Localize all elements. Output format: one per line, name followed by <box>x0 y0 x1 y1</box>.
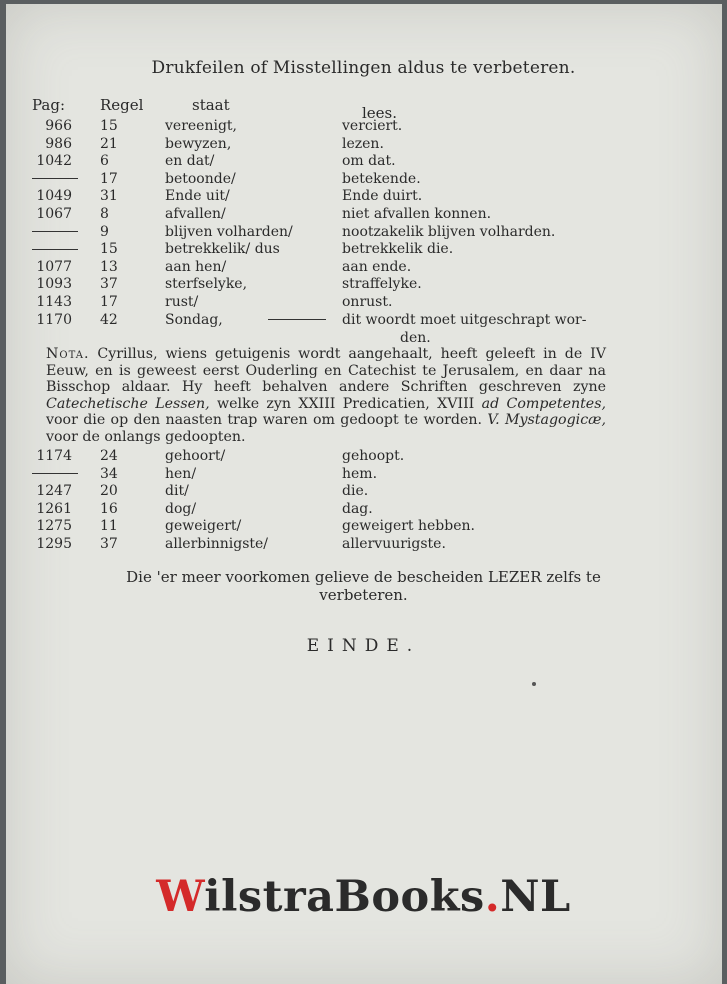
errata-regel: 16 <box>100 500 118 517</box>
watermark-mid: ilstraBooks <box>204 872 485 922</box>
errata-pag: 1295 <box>36 536 72 552</box>
watermark-w: W <box>156 872 205 922</box>
errata-lees: aan ende. <box>342 258 412 275</box>
nota-label: Nota. <box>46 346 90 362</box>
errata-lees: lezen. <box>342 135 384 152</box>
errata-staat: sterfselyke, <box>165 276 248 293</box>
errata-regel: 13 <box>100 258 118 275</box>
errata-row <box>0 224 727 242</box>
col-head-staat: staat <box>192 96 230 114</box>
closing-line-2: verbeteren. <box>319 586 408 604</box>
watermark-nl: NL <box>500 872 571 922</box>
errata-row <box>0 276 727 294</box>
errata-row <box>0 171 727 189</box>
nota-italic-3: V. Mystagogicæ, <box>487 412 606 428</box>
errata-row <box>0 241 727 259</box>
ditto-dash <box>32 249 78 250</box>
errata-lees: die. <box>342 483 369 500</box>
errata-regel: 21 <box>100 135 118 152</box>
errata-regel: 15 <box>100 118 118 134</box>
errata-pag: 1093 <box>36 276 72 293</box>
errata-staat: rust/ <box>165 294 199 310</box>
errata-row <box>0 448 727 466</box>
errata-regel: 24 <box>100 448 118 464</box>
errata-lees: hem. <box>342 465 378 482</box>
errata-pag: 986 <box>45 135 72 152</box>
errata-lees: dit woordt moet uitgeschrapt wor- <box>342 311 587 328</box>
errata-pag <box>32 466 72 482</box>
errata-regel: 8 <box>100 206 109 222</box>
errata-staat: gehoort/ <box>165 448 226 464</box>
errata-regel: 34 <box>100 465 118 482</box>
errata-lees: betrekkelik die. <box>342 241 454 258</box>
errata-regel: 42 <box>100 311 118 328</box>
continuation-text: den. <box>400 330 431 346</box>
errata-row <box>0 536 727 554</box>
errata-lees: geweigert hebben. <box>342 518 475 535</box>
errata-lees: allervuurigste. <box>342 536 446 552</box>
errata-staat: geweigert/ <box>165 518 242 535</box>
errata-staat: Ende uit/ <box>165 188 230 205</box>
errata-pag: 1143 <box>36 294 72 310</box>
errata-pag: 966 <box>45 118 72 134</box>
errata-regel: 15 <box>100 241 118 258</box>
ditto-dash <box>32 473 78 474</box>
col-head-regel: Regel <box>100 96 144 114</box>
errata-staat: allerbinnigste/ <box>165 536 269 552</box>
errata-row <box>0 518 727 536</box>
errata-lees: Ende duirt. <box>342 188 423 205</box>
errata-row <box>0 259 727 277</box>
page-title: Drukfeilen of Misstellingen aldus te verbeteren. <box>151 58 576 78</box>
errata-staat: betoonde/ <box>165 170 236 187</box>
errata-lees: om dat. <box>342 153 396 170</box>
nota-paragraph <box>46 346 606 445</box>
errata-row <box>0 153 727 171</box>
errata-pag <box>32 224 72 240</box>
errata-staat: dit/ <box>165 483 189 500</box>
errata-pag: 1049 <box>36 188 72 205</box>
errata-staat: hen/ <box>165 465 197 482</box>
nota-text-2: welke zyn XXIII Predicatien, XVIII <box>217 395 475 412</box>
errata-lees: gehoopt. <box>342 448 405 464</box>
errata-row <box>0 294 727 312</box>
errata-row <box>0 136 727 154</box>
errata-regel: 9 <box>100 223 109 240</box>
errata-lees: betekende. <box>342 170 421 187</box>
errata-lees: onrust. <box>342 294 393 310</box>
watermark-dot: . <box>484 872 501 922</box>
errata-row <box>0 118 727 136</box>
errata-pag: 1067 <box>36 206 72 222</box>
ink-speck <box>532 682 536 686</box>
errata-staat: betrekkelik/ dus <box>165 241 280 258</box>
ditto-dash <box>32 231 78 232</box>
errata-pag <box>32 241 72 257</box>
errata-lees: dag. <box>342 500 373 517</box>
errata-pag: 1247 <box>36 483 72 500</box>
errata-regel: 31 <box>100 188 118 205</box>
errata-row <box>0 483 727 501</box>
errata-lees: straffelyke. <box>342 276 422 293</box>
errata-lees: nootzakelik blijven volharden. <box>342 223 556 240</box>
closing-line-1: Die 'er meer voorkomen gelieve de bescheiden LEZER zelfs te <box>126 568 601 586</box>
errata-row <box>0 466 727 484</box>
nota-text-1: Cyrillus, wiens getuigenis wordt aangehaalt, heeft geleeft in de IV Eeuw, en is geweest eerst Ouderling en Catechist te Jerusalem, en daar na Bisschop aldaar. Hy heeft behalven andere Schriften geschreven zyne <box>46 346 606 395</box>
errata-row <box>0 312 727 330</box>
errata-row <box>0 188 727 206</box>
nota-text-4: voor de onlangs gedoopten. <box>46 428 246 445</box>
errata-regel: 11 <box>100 518 118 535</box>
errata-regel: 37 <box>100 276 118 293</box>
errata-staat: en dat/ <box>165 153 215 170</box>
errata-pag: 1042 <box>36 153 72 170</box>
errata-pag: 1261 <box>36 500 72 517</box>
closing-note <box>0 568 727 604</box>
errata-pag: 1174 <box>36 448 72 464</box>
col-head-pag: Pag: <box>32 96 66 114</box>
errata-regel: 37 <box>100 536 118 552</box>
errata-staat: dog/ <box>165 500 197 517</box>
errata-staat: vereenigt, <box>165 118 237 134</box>
errata-pag <box>32 171 72 187</box>
watermark-logo <box>0 872 727 922</box>
ditto-dash <box>32 178 78 179</box>
nota-text-3: voor die op den naasten trap waren om gedoopt te worden. <box>46 412 483 428</box>
errata-lees: niet afvallen konnen. <box>342 206 492 222</box>
errata-pag: 1170 <box>36 311 72 328</box>
einde-text: EINDE. <box>306 636 421 656</box>
nota-italic-1: Catechetische Lessen, <box>46 395 210 412</box>
nota-italic-2: ad Competentes, <box>481 395 606 412</box>
errata-row <box>0 501 727 519</box>
errata-pag: 1275 <box>36 518 72 535</box>
errata-staat: afvallen/ <box>165 206 226 222</box>
ditto-dash <box>268 312 326 328</box>
errata-pag: 1077 <box>36 258 72 275</box>
errata-regel: 6 <box>100 153 109 170</box>
errata-staat: bewyzen, <box>165 135 232 152</box>
errata-regel: 17 <box>100 170 118 187</box>
errata-regel: 20 <box>100 483 118 500</box>
errata-staat: Sondag, <box>165 311 223 328</box>
errata-regel: 17 <box>100 294 118 310</box>
errata-staat: blijven volharden/ <box>165 223 293 240</box>
col-head-lees: lees. <box>362 104 398 122</box>
errata-staat: aan hen/ <box>165 258 227 275</box>
errata-lees: verciert. <box>342 118 403 134</box>
errata-row <box>0 206 727 224</box>
